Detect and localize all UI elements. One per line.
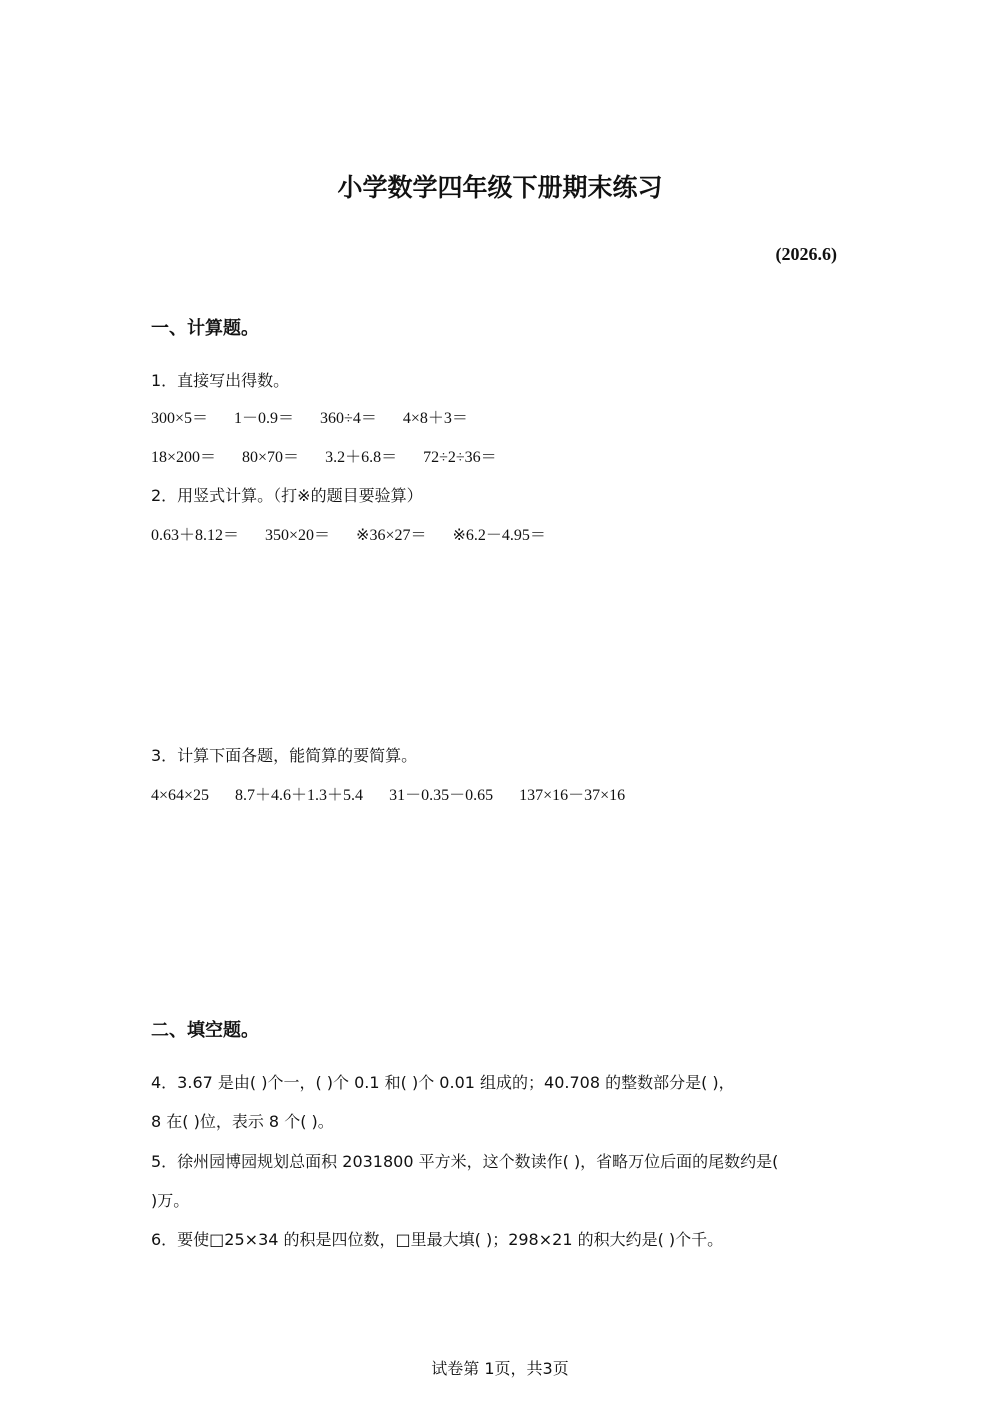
question-1-row-1 <box>151 405 468 428</box>
question-1-row-2 <box>151 444 497 467</box>
question-5-line-1: 5．徐州园博园规划总面积 2031800 平方米，这个数读作( )，省略万位后面的尾数约是( <box>151 1152 779 1171</box>
question-1-label: 1．直接写出得数。 <box>151 371 290 390</box>
question-4-line-1: 4．3.67 是由( )个一，( )个 0.1 和( )个 0.01 组成的；40.708 的整数部分是( )， <box>151 1073 735 1092</box>
expression: 350×20＝ <box>265 527 331 544</box>
question-5-line-2: )万。 <box>151 1191 190 1210</box>
expression: 360÷4＝ <box>320 410 377 427</box>
expression: 3.2＋6.8＝ <box>325 449 398 466</box>
question-6-line-1: 6．要使□25×34 的积是四位数，□里最大填( )；298×21 的积大约是( )个千。 <box>151 1230 724 1249</box>
question-2-label: 2．用竖式计算。（打※的题目要验算） <box>151 486 423 505</box>
expression: 31－0.35－0.65 <box>389 787 494 804</box>
expression: 137×16－37×16 <box>519 787 626 804</box>
section-heading-fill-blank: 二、填空题。 <box>151 1020 259 1041</box>
section-heading-calculation: 一、计算题。 <box>151 318 259 339</box>
expression: 8.7＋4.6＋1.3＋5.4 <box>235 787 364 804</box>
question-4-line-2: 8 在( )位，表示 8 个( )。 <box>151 1112 334 1131</box>
expression: ※36×27＝ <box>356 527 427 544</box>
expression: 72÷2÷36＝ <box>423 449 497 466</box>
expression: 4×8＋3＝ <box>402 410 468 427</box>
expression: 4×64×25 <box>151 787 210 804</box>
expression: 1－0.9＝ <box>234 410 295 427</box>
exam-date: (2026.6) <box>775 244 837 264</box>
question-2-row <box>151 522 546 545</box>
expression: 18×200＝ <box>151 449 217 466</box>
question-3-row <box>151 782 625 805</box>
expression: 80×70＝ <box>242 449 300 466</box>
question-3-label: 3．计算下面各题，能简算的要简算。 <box>151 746 418 765</box>
expression: 0.63＋8.12＝ <box>151 527 240 544</box>
expression: 300×5＝ <box>151 410 209 427</box>
page-title: 小学数学四年级下册期末练习 <box>337 173 663 202</box>
expression: ※6.2－4.95＝ <box>452 527 546 544</box>
page-footer: 试卷第 1页，共3页 <box>431 1359 569 1378</box>
